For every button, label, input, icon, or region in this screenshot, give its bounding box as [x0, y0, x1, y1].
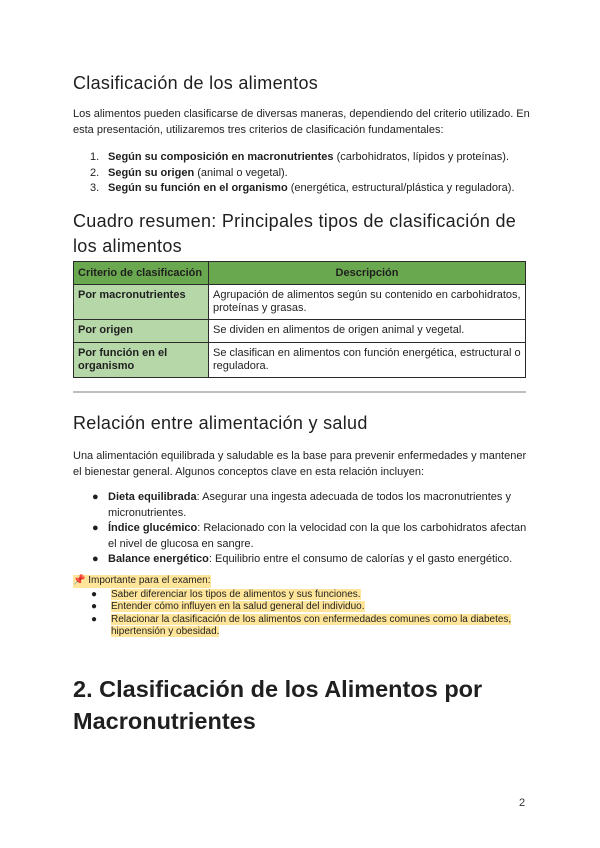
exam-note — [73, 575, 523, 639]
table-header-criterio: Criterio de clasificación — [74, 262, 209, 285]
list-item: 3. Según su función en el organismo (energética, estructural/plástica y reguladora). — [90, 182, 515, 194]
section-title-clasificacion: Clasificación de los alimentos — [73, 73, 319, 93]
table-cell-criterio: Por origen — [74, 320, 209, 343]
list-item: 2. Según su origen (animal o vegetal). — [90, 166, 288, 179]
bullet-icon: ● — [92, 491, 99, 503]
section-intro: Una alimentación equilibrada y saludable es la base para prevenir enfermedades y mantener el bienestar general. Algunos conceptos clave en esta relación incluyen: — [73, 450, 527, 478]
list-item: ● Entender cómo influyen en la salud general del individuo. — [91, 601, 365, 612]
summary-table — [73, 261, 526, 378]
section-title-cuadro-resumen: Cuadro resumen: Principales tipos de clasificación de los alimentos — [73, 211, 517, 256]
bullet-icon: ● — [91, 588, 98, 600]
table-cell-descripcion: Agrupación de alimentos según su contenido en carbohidratos, proteínas y grasas. — [209, 285, 526, 320]
list-item: ● Relacionar la clasificación de los alimentos con enfermedades comunes como la diabetes, hipertensión y obesidad. — [91, 613, 512, 637]
bullet-icon: ● — [92, 522, 99, 534]
list-item: ● Balance energético: Equilibrio entre el consumo de calorías y el gasto energético. — [92, 552, 532, 568]
list-item: ● Índice glucémico: Relacionado con la velocidad con la que los carbohidratos afectan el nivel de glucosa en sangre. — [92, 522, 527, 550]
pushpin-icon: 📌 — [73, 575, 86, 586]
section-divider — [73, 391, 526, 393]
table-row — [74, 320, 526, 343]
list-item: 1. Según su composición en macronutrientes (carbohidratos, lípidos y proteínas). — [90, 151, 510, 163]
page-number: 2 — [519, 797, 526, 809]
table-row — [74, 285, 526, 320]
criteria-list — [90, 150, 540, 197]
bullet-icon: ● — [92, 553, 99, 565]
list-item: ● Saber diferenciar los tipos de alimentos y sus funciones. — [91, 588, 361, 600]
table-cell-descripcion: Se dividen en alimentos de origen animal y vegetal. — [209, 320, 526, 343]
exam-note-heading: 📌 Importante para el examen: — [73, 575, 211, 586]
table-cell-descripcion: Se clasifican en alimentos con función energética, estructural o reguladora. — [209, 343, 526, 378]
chapter-title: 2. Clasificación de los Alimentos por Macronutrientes — [73, 676, 483, 734]
table-row — [74, 343, 526, 378]
section-title-relacion-salud: Relación entre alimentación y salud — [73, 413, 368, 433]
health-concepts-list — [92, 490, 532, 568]
section-intro: Los alimentos pueden clasificarse de diversas maneras, dependiendo del criterio utilizado. En esta presentación, utilizaremos tres criterios de clasificación fundamentales: — [73, 108, 530, 136]
table-cell-criterio: Por macronutrientes — [74, 285, 209, 320]
bullet-icon: ● — [91, 601, 98, 612]
exam-note-list — [91, 589, 523, 639]
table-cell-criterio: Por función en el organismo — [74, 343, 209, 378]
list-item: ● Dieta equilibrada: Asegurar una ingesta adecuada de todos los macronutrientes y micronutrientes. — [92, 491, 511, 519]
bullet-icon: ● — [91, 613, 98, 625]
table-header-descripcion: Descripción — [209, 262, 526, 285]
